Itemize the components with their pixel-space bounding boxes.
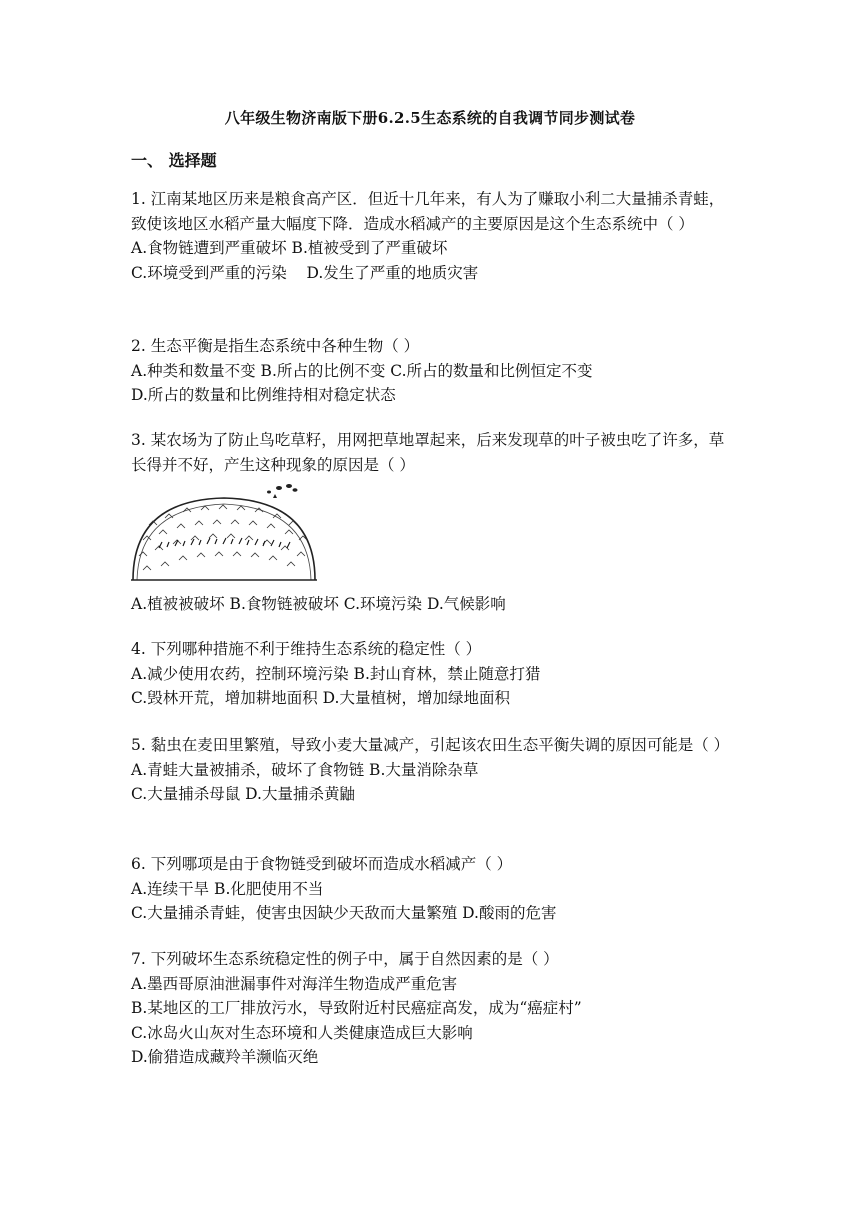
question-7 <box>131 947 731 1070</box>
question-stem: 4. 下列哪种措施不利于维持生态系统的稳定性（ ） <box>131 640 482 658</box>
question-2 <box>131 334 731 408</box>
question-stem: 2. 生态平衡是指生态系统中各种生物（ ） <box>131 337 420 355</box>
question-3-options <box>131 592 731 617</box>
question-1 <box>131 187 731 285</box>
question-stem: 6. 下列哪项是由于食物链受到破坏而造成水稻减产（ ） <box>131 855 513 873</box>
section-heading: 一、 选择题 <box>131 151 217 170</box>
question-option: C.环境受到严重的污染 D.发生了严重的地质灾害 <box>131 263 479 282</box>
question-option: C.冰岛火山灰对生态环境和人类健康造成巨大影响 <box>131 1023 473 1042</box>
question-option: C.大量捕杀母鼠 D.大量捕杀黄鼬 <box>131 785 355 803</box>
question-stem: 1. 江南某地区历来是粮食高产区．但近十几年来，有人为了赚取小利二大量捕杀青蛙，致使该地区水稻产量大幅度下降．造成水稻减产的主要原因是这个生态系统中（ ） <box>131 190 725 233</box>
question-3 <box>131 428 731 477</box>
question-5 <box>131 733 731 807</box>
net-covered-grassland-figure <box>129 480 319 592</box>
question-stem: 3. 某农场为了防止鸟吃草籽，用网把草地罩起来，后来发现草的叶子被虫吃了许多，草长得并不好，产生这种现象的原因是（ ） <box>131 431 725 474</box>
question-option: A.食物链遭到严重破坏 B.植被受到了严重破坏 <box>131 239 448 257</box>
question-option: A.植被被破坏 B.食物链被破坏 C.环境污染 D.气候影响 <box>131 595 506 613</box>
document-title: 八年级生物济南版下册6.2.5生态系统的自我调节同步测试卷 <box>224 109 636 127</box>
question-6 <box>131 852 731 926</box>
question-option: C.大量捕杀青蛙，使害虫因缺少天敌而大量繁殖 D.酸雨的危害 <box>131 904 557 922</box>
question-option: B.某地区的工厂排放污水，导致附近村民癌症高发，成为“癌症村” <box>131 999 582 1017</box>
question-stem: 5. 黏虫在麦田里繁殖，导致小麦大量减产，引起该农田生态平衡失调的原因可能是（ ） <box>131 736 730 754</box>
question-stem: 7. 下列破坏生态系统稳定性的例子中，属于自然因素的是（ ） <box>131 950 559 968</box>
question-option: A.墨西哥原油泄漏事件对海洋生物造成严重危害 <box>131 974 458 993</box>
question-option: A.连续干旱 B.化肥使用不当 <box>131 879 324 898</box>
question-option: C.毁林开荒，增加耕地面积 D.大量植树，增加绿地面积 <box>131 689 510 707</box>
question-4 <box>131 637 731 711</box>
question-option: A.种类和数量不变 B.所占的比例不变 C.所占的数量和比例恒定不变 <box>131 361 593 380</box>
question-option: D.所占的数量和比例维持相对稳定状态 <box>131 386 396 404</box>
question-option: A.减少使用农药，控制环境污染 B.封山育林，禁止随意打猎 <box>131 664 541 683</box>
question-option: D.偷猎造成藏羚羊濒临灭绝 <box>131 1048 319 1066</box>
question-option: A.青蛙大量被捕杀，破坏了食物链 B.大量消除杂草 <box>131 760 479 779</box>
